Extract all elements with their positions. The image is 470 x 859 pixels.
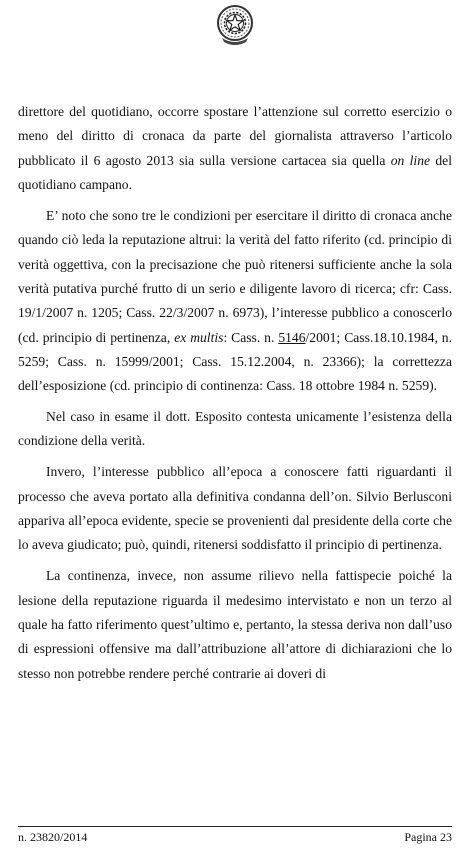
document-body xyxy=(18,100,452,692)
paragraph-2: E’ noto che sono tre le condizioni per esercitare il diritto di cronaca anche quando ciò leda la reputazione altrui: la verità del fatto riferito (cd. principio di verità oggettiva, con la precisazione che può ritenersi sufficiente anche la sola verità putativa purché frutto di un serio e diligente lavoro di ricerca; cfr: Cass. 19/1/2007 n. 1205; Cass. 22/3/2007 n. 6973), l’interesse pubblico a conoscerlo (cd. principio di pertinenza, ex multis: Cass. n. 5146/2001; Cass.18.10.1984, n. 5259; Cass. n. 15999/2001; Cass. 15.12.2004, n. 23366); la correttezza dell’esposizione (cd. principio di continenza: Cass. 18 ottobre 1984 n. 5259). xyxy=(18,207,452,394)
case-number: n. 23820/2014 xyxy=(18,830,88,844)
paragraph-4: Invero, l’interesse pubblico all’epoca a conoscere fatti riguardanti il processo che aveva portato alla definitiva condanna dell’on. Silvio Berlusconi appariva all’epoca evidente, specie se provenienti dal presidente della corte che lo aveva giudicato; può, quindi, ritenersi soddisfatto il principio di pertinenza. xyxy=(18,464,452,553)
italian-republic-emblem-icon xyxy=(214,2,256,48)
paragraph-5: La continenza, invece, non assume rilievo nella fattispecie poiché la lesione della reputazione riguarda il medesimo intervistato e non un terzo al quale ha fatto riferimento quest’ultimo e, pertanto, la stessa deriva non dall’uso di espressioni offensive ma dall’attribuzione all’attore di dichiarazioni che lo stesso non potrebbe rendere perché contrarie ai doveri di xyxy=(18,568,452,681)
page-number: Pagina 23 xyxy=(404,830,452,844)
paragraph-3: Nel caso in esame il dott. Esposito contesta unicamente l’esistenza della condizione della verità. xyxy=(18,409,452,449)
paragraph-1: direttore del quotidiano, occorre spostare l’attenzione sul corretto esercizio o meno del diritto di cronaca da parte del giornalista attraverso l’articolo pubblicato il 6 agosto 2013 sia sulla versione cartacea sia quella on line del quotidiano campano. xyxy=(18,104,452,193)
footer-divider xyxy=(18,826,452,827)
